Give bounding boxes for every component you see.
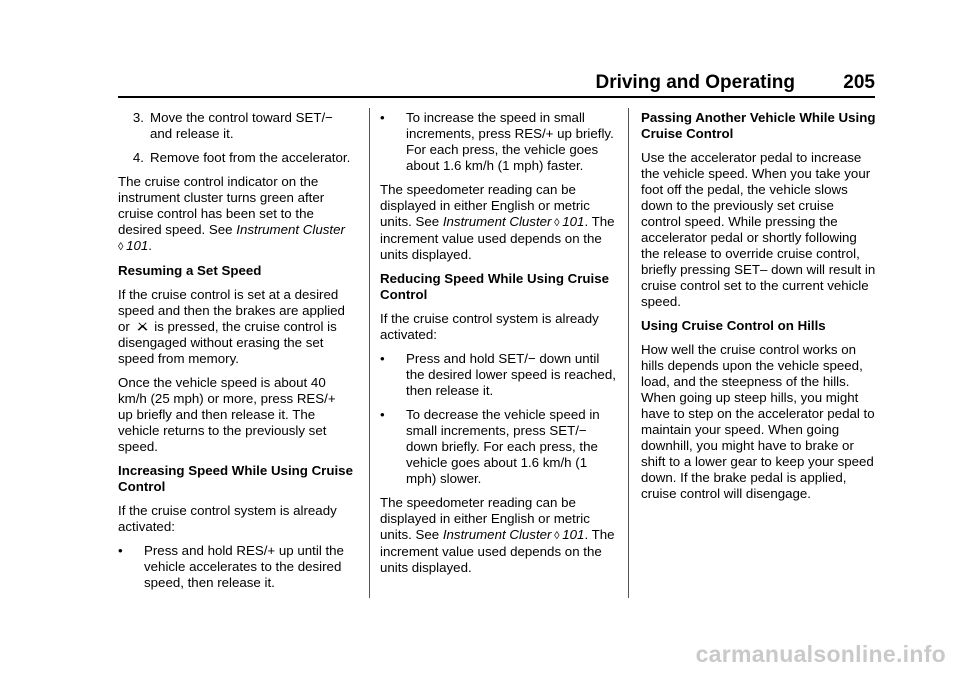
text: The speedometer reading can be displayed in either English or metric units. See (380, 182, 590, 229)
paragraph (118, 287, 354, 367)
paragraph: Use the accelerator pedal to increase the vehicle speed. When you take your foot off the pedal, the vehicle slows down to the previously set cruise control speed. While pressing the accelerator pedal or shortly following the release to override cruise control, briefly pressing SET– down will result in cruise control set to the current vehicle speed. (641, 150, 876, 309)
paragraph: If the cruise control system is already activated: (380, 311, 599, 342)
page-ref[interactable]: 101 (562, 214, 585, 229)
list-item (380, 407, 616, 487)
bullet: • (380, 110, 385, 125)
step-number: 3. (132, 110, 144, 125)
list-item (380, 351, 616, 399)
paragraph: How well the cruise control works on hills depends upon the vehicle speed, load, and the steepness of the hills. When going up steep hills, you might have to step on the accelerator pedal to maintain your speed. When going downhill, you might have to brake or shift to a lower gear to keep your speed down. If the brake pedal is applied, cruise control will disengage. (641, 342, 875, 501)
page-number: 205 (843, 72, 875, 93)
page-ref-arrow-icon: ◊ (554, 530, 560, 542)
paragraph (118, 174, 354, 255)
page-header (118, 72, 875, 94)
paragraph: If the cruise control system is already activated: (118, 503, 337, 534)
page-ref[interactable]: 101 (562, 527, 585, 542)
text: is pressed, the cruise control is disengaged without erasing the set speed from memory. (118, 319, 337, 366)
bullet: • (380, 351, 385, 366)
list-text: Press and hold RES/+ up until the vehicle accelerates to the desired speed, then release it. (144, 543, 344, 590)
step-text: Remove foot from the accelerator. (150, 150, 351, 165)
step-text: Move the control toward SET/− and release it. (150, 110, 333, 141)
header-rule (118, 96, 875, 98)
text: . The increment value used depends on the units displayed. (380, 527, 615, 575)
column-divider (369, 108, 370, 598)
step-number: 4. (132, 150, 144, 165)
paragraph (380, 495, 616, 576)
section-title: Driving and Operating (595, 72, 795, 93)
list-text: To decrease the vehicle speed in small increments, press SET/− down briefly. For each press, the vehicle goes about 1.6 km/h (1 mph) slower. (406, 407, 600, 486)
list-text: Press and hold SET/− down until the desired lower speed is reached, then release it. (406, 351, 616, 398)
text: If the cruise control is set at a desired speed and then the brakes are applied or (118, 287, 345, 334)
list-item (118, 543, 354, 591)
watermark: carmanualsonline.info (695, 641, 946, 667)
list-text: To increase the speed in small increments, press RES/+ up briefly. For each press, the vehicle goes about 1.6 km/h (1 mph) faster. (406, 110, 614, 173)
section-heading: Increasing Speed While Using Cruise Control (118, 463, 353, 494)
section-heading: Passing Another Vehicle While Using Cruise Control (641, 110, 876, 141)
text: The speedometer reading can be displayed in either English or metric units. See (380, 495, 590, 542)
page-ref[interactable]: 101 (126, 238, 149, 253)
section-heading: Reducing Speed While Using Cruise Control (380, 271, 610, 302)
section-heading: Using Cruise Control on Hills (641, 318, 826, 333)
column-3 (641, 110, 877, 510)
section-heading: Resuming a Set Speed (118, 263, 262, 278)
column-2 (380, 110, 616, 584)
column-divider (628, 108, 629, 598)
numbered-step (118, 150, 354, 166)
text: The cruise control indicator on the instrument cluster turns green after cruise control has been set to the desired speed. See (118, 174, 325, 237)
instrument-cluster-link[interactable]: Instrument Cluster (236, 222, 345, 237)
paragraph: Once the vehicle speed is about 40 km/h (25 mph) or more, press RES/+ up briefly and then release it. The vehicle returns to the previously set speed. (118, 375, 336, 454)
bullet: • (118, 543, 123, 558)
paragraph (380, 182, 616, 263)
column-1 (118, 110, 354, 599)
cruise-off-icon (136, 320, 149, 333)
instrument-cluster-link[interactable]: Instrument Cluster (442, 214, 552, 229)
text: . The increment value used depends on the units displayed. (380, 214, 615, 262)
numbered-step (118, 110, 354, 142)
instrument-cluster-link[interactable]: Instrument Cluster (442, 527, 552, 542)
text: . (148, 238, 152, 253)
list-item (380, 110, 616, 174)
page-ref-arrow-icon: ◊ (554, 217, 560, 229)
page-ref-arrow-icon: ◊ (118, 241, 124, 253)
bullet: • (380, 407, 385, 422)
